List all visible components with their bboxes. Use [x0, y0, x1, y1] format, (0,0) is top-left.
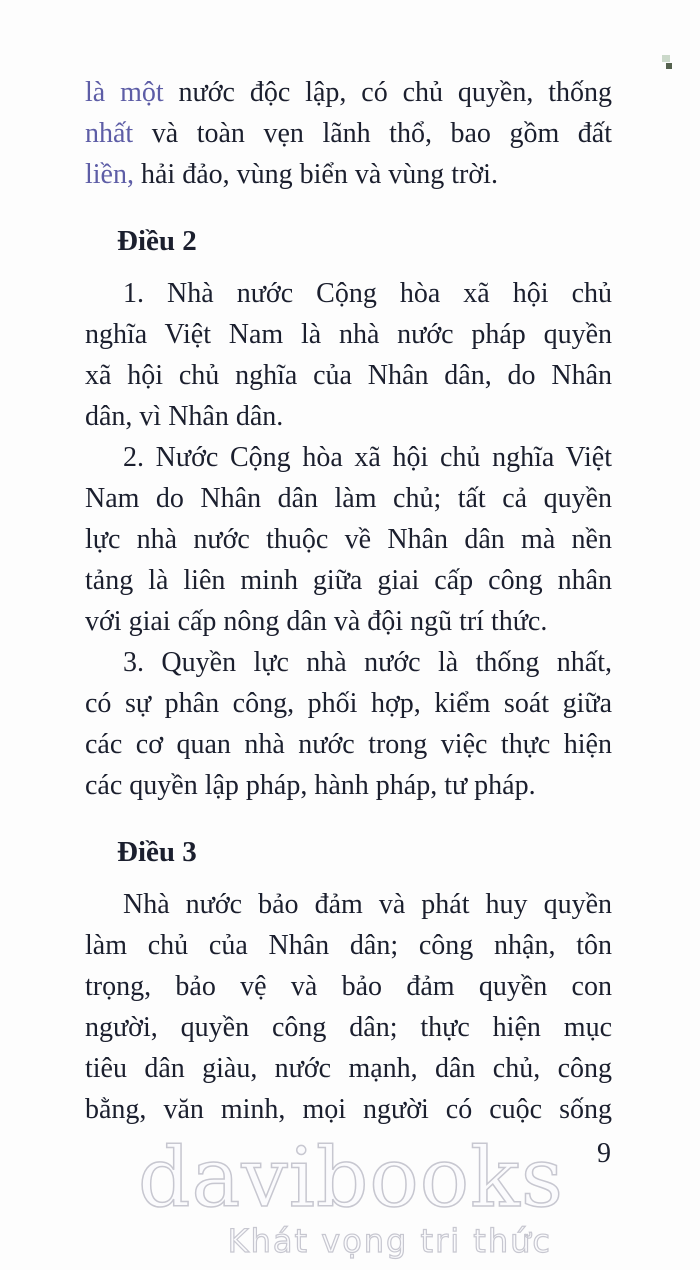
section-heading: Điều 3: [117, 836, 197, 868]
text-line: [85, 72, 612, 113]
body-text: nghĩa Việt Nam là nhà nước pháp quyền: [85, 319, 612, 350]
text-line: [85, 1089, 612, 1130]
body-text: các quyền lập pháp, hành pháp, tư pháp.: [85, 770, 536, 801]
body-text: các cơ quan nhà nước trong việc thực hiện: [85, 729, 612, 760]
accent-text: nhất: [85, 118, 134, 149]
body-text: 3. Quyền lực nhà nước là thống nhất,: [123, 647, 612, 678]
text-line: [85, 396, 612, 437]
text-line: [85, 314, 612, 355]
body-text: người, quyền công dân; thực hiện mục: [85, 1012, 612, 1043]
text-line: [85, 724, 612, 765]
text-line: [85, 642, 612, 683]
paragraph: [85, 72, 612, 195]
watermark-brand: davibooks: [138, 1131, 564, 1226]
paragraph: [85, 884, 612, 1130]
body-text: và toàn vẹn lãnh thổ, bao gồm đất: [133, 118, 612, 149]
page-number: 9: [597, 1138, 611, 1169]
text-line: [85, 966, 612, 1007]
body-text: xã hội chủ nghĩa của Nhân dân, do Nhân: [85, 360, 612, 391]
text-line: [85, 884, 612, 925]
text-line: [85, 437, 612, 478]
body-text: có sự phân công, phối hợp, kiểm soát giữa: [85, 688, 612, 719]
body-text: làm chủ của Nhân dân; công nhận, tôn: [85, 930, 612, 961]
body-text: Nam do Nhân dân làm chủ; tất cả quyền: [85, 483, 612, 514]
body-text: với giai cấp nông dân và đội ngũ trí thức.: [85, 606, 548, 637]
text-line: [85, 1007, 612, 1048]
text-line: [85, 765, 612, 806]
text-line: [85, 683, 612, 724]
text-line: [85, 273, 612, 314]
text-line: [85, 478, 612, 519]
page-text-block: [85, 72, 612, 1130]
body-text: tiêu dân giàu, nước mạnh, dân chủ, công: [85, 1053, 612, 1084]
accent-text: là một: [85, 77, 164, 108]
watermark: [138, 1131, 564, 1260]
scan-speck-halo: [662, 55, 670, 62]
watermark-tagline: Khát vọng tri thức: [227, 1222, 552, 1260]
body-text: Nhà nước bảo đảm và phát huy quyền: [123, 889, 612, 920]
text-line: [85, 601, 612, 642]
text-line: [85, 925, 612, 966]
text-line: [85, 154, 612, 195]
body-text: nước độc lập, có chủ quyền, thống: [163, 77, 612, 108]
body-text: bằng, văn minh, mọi người có cuộc sống: [85, 1094, 612, 1125]
body-text: 1. Nhà nước Cộng hòa xã hội chủ: [123, 278, 612, 309]
accent-text: liền,: [85, 159, 134, 190]
body-text: dân, vì Nhân dân.: [85, 401, 284, 432]
text-line: [85, 1048, 612, 1089]
text-line: [85, 519, 612, 560]
paragraph: [85, 437, 612, 642]
text-line: [85, 355, 612, 396]
body-text: tảng là liên minh giữa giai cấp công nhân: [85, 565, 612, 596]
section-heading: Điều 2: [117, 225, 197, 257]
text-line: [85, 113, 612, 154]
paragraph: [85, 273, 612, 437]
body-text: hải đảo, vùng biển và vùng trời.: [134, 159, 498, 190]
body-text: trọng, bảo vệ và bảo đảm quyền con: [85, 971, 612, 1002]
body-text: 2. Nước Cộng hòa xã hội chủ nghĩa Việt: [123, 442, 612, 473]
paragraph: [85, 642, 612, 806]
text-line: [85, 560, 612, 601]
body-text: lực nhà nước thuộc về Nhân dân mà nền: [85, 524, 612, 555]
scan-speck: [666, 63, 672, 69]
